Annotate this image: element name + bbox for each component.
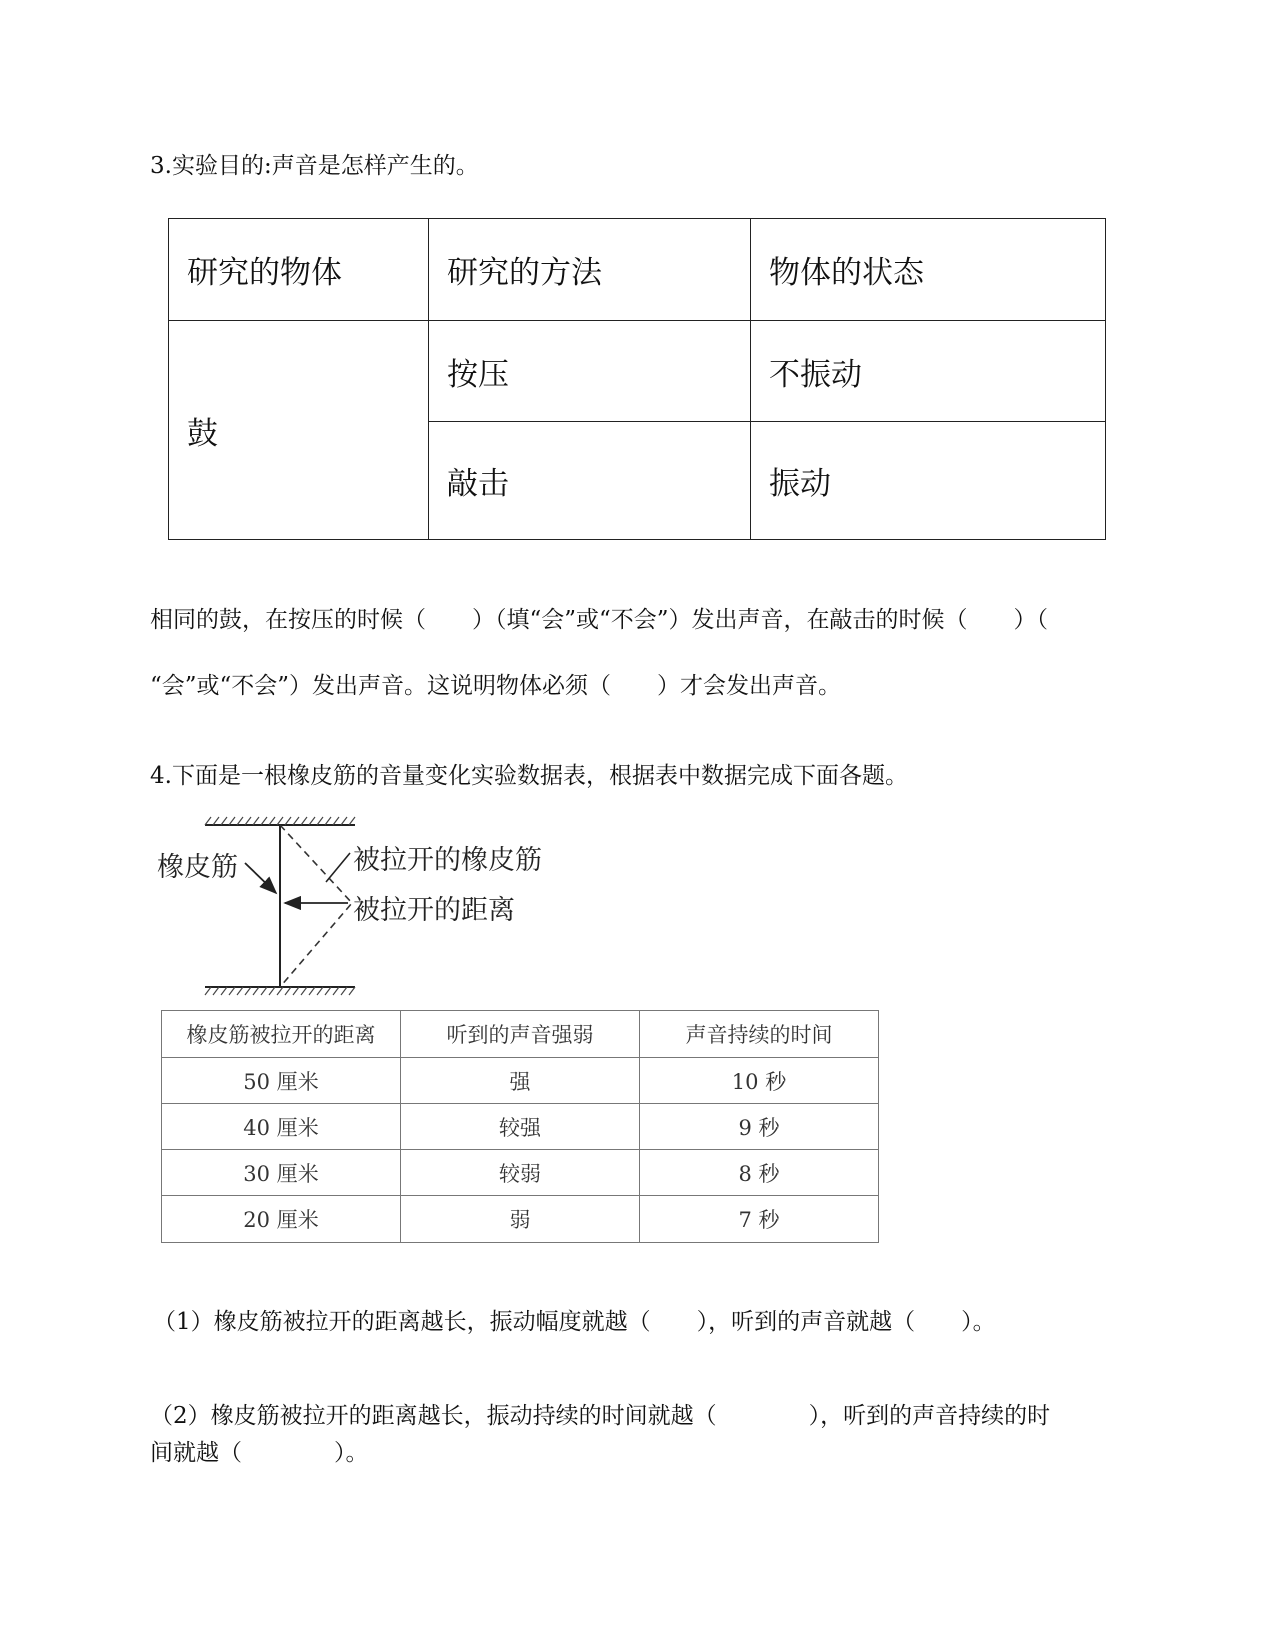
distance-cell: 30 厘米 <box>162 1150 401 1196</box>
q3-fill-line2: “会”或“不会”）发出声音。这说明物体必须（ ）才会发出声音。 <box>150 673 842 699</box>
duration-cell: 8 秒 <box>640 1150 879 1196</box>
distance-cell: 20 厘米 <box>162 1196 401 1243</box>
table-header-row <box>162 1011 879 1058</box>
header-cell: 物体的状态 <box>751 219 1106 321</box>
object-cell: 鼓 <box>169 321 429 540</box>
table-row <box>169 321 1106 422</box>
q4-sub1: （1）橡皮筋被拉开的距离越长，振动幅度就越（ ），听到的声音就越（ ）。 <box>153 1309 996 1335</box>
distance-cell: 40 厘米 <box>162 1104 401 1150</box>
state-cell: 不振动 <box>751 321 1106 422</box>
q3-fill-line1: 相同的鼓，在按压的时候（ ）（填“会”或“不会”）发出声音，在敲击的时候（ ）（ <box>150 607 1049 633</box>
strength-cell: 较弱 <box>401 1150 640 1196</box>
method-cell: 按压 <box>429 321 751 422</box>
q4-title: 4.下面是一根橡皮筋的音量变化实验数据表，根据表中数据完成下面各题。 <box>150 763 908 789</box>
header-cell: 橡皮筋被拉开的距离 <box>162 1011 401 1058</box>
state-cell: 振动 <box>751 422 1106 540</box>
duration-cell: 9 秒 <box>640 1104 879 1150</box>
label-stretched-band: 被拉开的橡皮筋 <box>353 845 542 876</box>
band-pointer-arrow <box>245 863 276 893</box>
q4-sub2-line2: 间就越（ ）。 <box>150 1440 369 1466</box>
q3-table <box>168 218 1106 540</box>
header-cell: 研究的方法 <box>429 219 751 321</box>
duration-cell: 7 秒 <box>640 1196 879 1243</box>
table-row <box>162 1104 879 1150</box>
table-row <box>162 1058 879 1104</box>
label-rubber-band: 橡皮筋 <box>157 852 238 883</box>
header-cell: 听到的声音强弱 <box>401 1011 640 1058</box>
top-support-hatch <box>205 817 355 825</box>
stretched-band-line <box>280 825 352 987</box>
stretched-pointer-line <box>326 853 350 882</box>
label-stretch-distance: 被拉开的距离 <box>353 895 515 926</box>
strength-cell: 较强 <box>401 1104 640 1150</box>
method-cell: 敲击 <box>429 422 751 540</box>
strength-cell: 弱 <box>401 1196 640 1243</box>
distance-cell: 50 厘米 <box>162 1058 401 1104</box>
header-cell: 声音持续的时间 <box>640 1011 879 1058</box>
duration-cell: 10 秒 <box>640 1058 879 1104</box>
q3-title: 3.实验目的:声音是怎样产生的。 <box>150 153 479 179</box>
table-header-row <box>169 219 1106 321</box>
bottom-support-hatch <box>205 987 355 995</box>
table-row <box>162 1150 879 1196</box>
strength-cell: 强 <box>401 1058 640 1104</box>
header-cell: 研究的物体 <box>169 219 429 321</box>
q4-sub2-line1: （2）橡皮筋被拉开的距离越长，振动持续的时间就越（ ），听到的声音持续的时 <box>150 1403 1051 1429</box>
q4-table <box>161 1010 879 1243</box>
table-row <box>162 1196 879 1243</box>
